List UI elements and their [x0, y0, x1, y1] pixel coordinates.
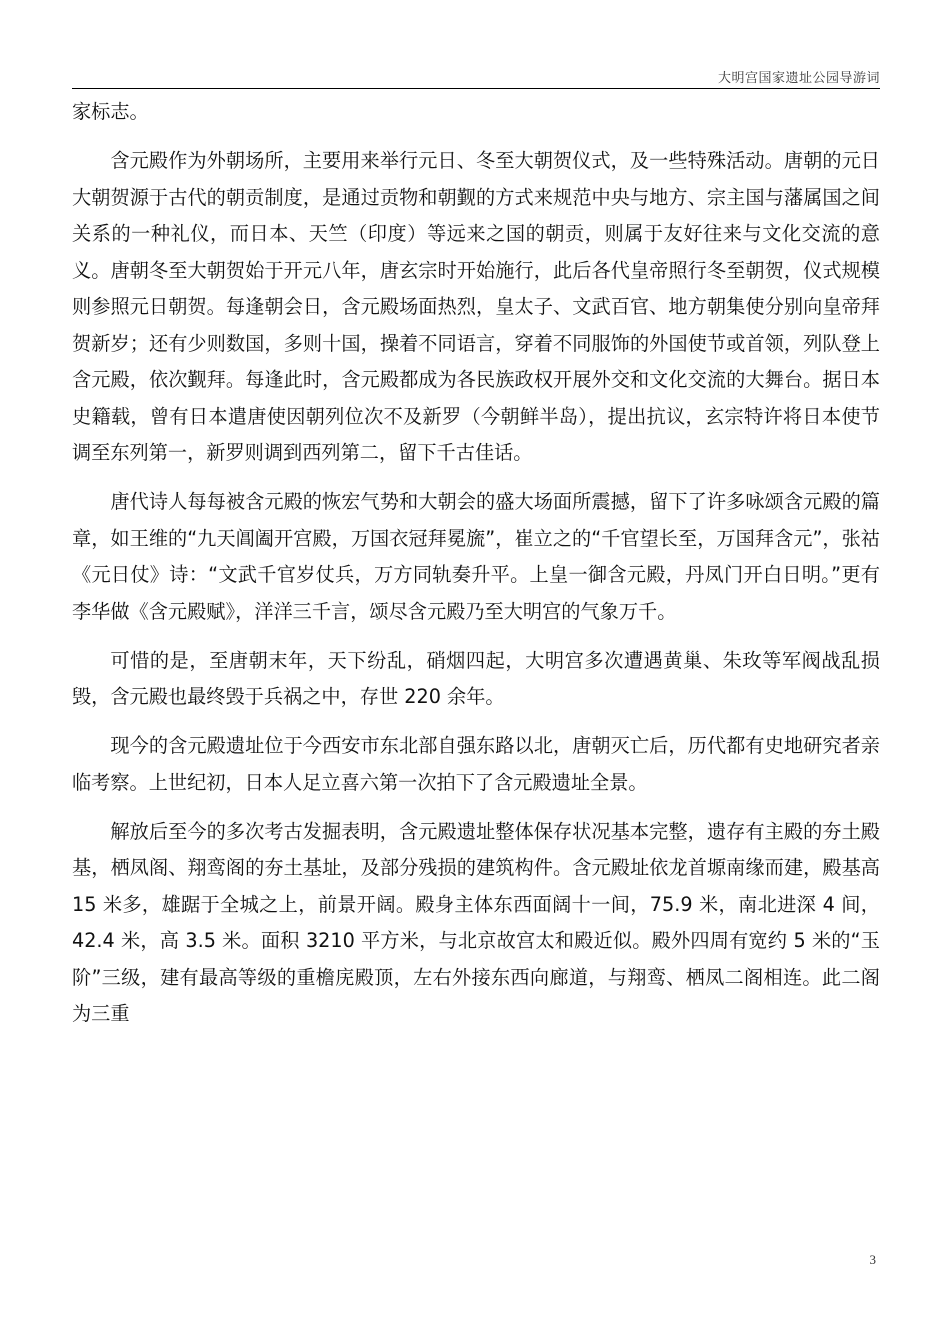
paragraph: 含元殿作为外朝场所，主要用来举行元日、冬至大朝贺仪式，及一些特殊活动。唐朝的元日大朝贺源于古代的朝贡制度，是通过贡物和朝觐的方式来规范中央与地方、宗主国与藩属国之间关系的一种礼仪，而日本、天竺（印度）等远来之国的朝贡，则属于友好往来与文化交流的意义。唐朝冬至大朝贺始于开元八年，唐玄宗时开始施行，此后各代皇帝照行冬至朝贺，仪式规模则参照元日朝贺。每逢朝会日，含元殿场面热烈，皇太子、文武百官、地方朝集使分别向皇帝拜贺新岁；还有少则数国，多则十国，操着不同语言，穿着不同服饰的外国使节或首领，列队登上含元殿，依次觐拜。每逢此时，含元殿都成为各民族政权开展外交和文化交流的大舞台。据日本史籍载，曾有日本遣唐使因朝列位次不及新罗（今朝鲜半岛），提出抗议，玄宗特许将日本使节调至东列第一，新罗则调到西列第二，留下千古佳话。 [72, 149, 880, 464]
document-body [72, 94, 880, 1045]
page-header [72, 62, 880, 89]
paragraph: 唐代诗人每每被含元殿的恢宏气势和大朝会的盛大场面所震撼，留下了许多咏颂含元殿的篇章，如王维的“九天阊阖开宫殿，万国衣冠拜冕旒”，崔立之的“千官望长至，万国拜含元”，张祜《元日仗》诗：“文武千官岁仗兵，万方同轨奏升平。上皇一御含元殿，丹凤门开白日明。”更有李华做《含元殿赋》，洋洋三千言，颂尽含元殿乃至大明宫的气象万千。 [72, 490, 880, 623]
paragraph: 解放后至今的多次考古发掘表明，含元殿遗址整体保存状况基本完整，遗存有主殿的夯土殿基，栖凤阁、翔鸾阁的夯土基址，及部分残损的建筑构件。含元殿址依龙首塬南缘而建，殿基高 15 米多，雄踞于全城之上，前景开阔。殿身主体东西面阔十一间，75.9 米，南北进深 4 间，42.4 米，高 3.5 米。面积 3210 平方米，与北京故宫太和殿近似。殿外四周有宽约 5 米的“玉阶”三级，建有最高等级的重檐庑殿顶，左右外接东西向廊道，与翔鸾、栖凤二阁相连。此二阁为三重 [72, 819, 880, 1025]
header-title: 大明宫国家遗址公园导游词 [717, 71, 880, 86]
paragraph: 可惜的是，至唐朝末年，天下纷乱，硝烟四起，大明宫多次遭遇黄巢、朱玫等军阀战乱损毁，含元殿也最终毁于兵祸之中，存世 220 余年。 [72, 648, 880, 708]
paragraph: 现今的含元殿遗址位于今西安市东北部自强东路以北，唐朝灭亡后，历代都有史地研究者亲临考察。上世纪初，日本人足立喜六第一次拍下了含元殿遗址全景。 [72, 734, 880, 794]
page-number: 3 [869, 1252, 876, 1267]
paragraph-continuation: 家标志。 [72, 100, 149, 123]
